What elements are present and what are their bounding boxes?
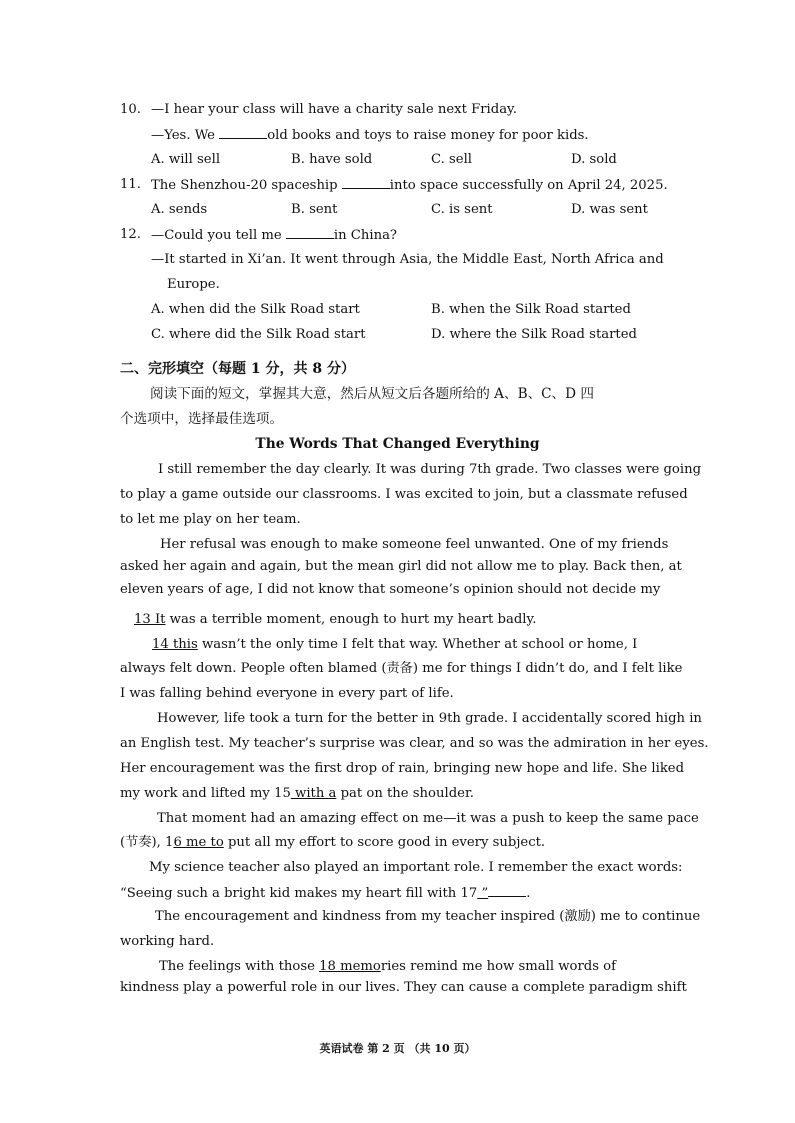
p7-line1: The encouragement and kindness from my teacher inspired (激励) me to continue (155, 909, 701, 924)
blank-14: 14 this (152, 637, 198, 652)
q11-number: 11. (120, 177, 141, 192)
p8-line2: kindness play a powerful role in our lives. They can cause a complete paradigm shift (120, 980, 687, 995)
q11-option-b: B. sent (291, 202, 338, 217)
section-instructions-2: 个选项中，选择最佳选项。 (120, 411, 284, 427)
q10-line1: —I hear your class will have a charity sale next Friday. (151, 102, 517, 117)
p2-line2: asked her again and again, but the mean girl did not allow me to play. Back then, at (120, 559, 682, 574)
blank-18-line: The feelings with those 18 memories remind me how small words of (159, 959, 617, 974)
p1-line3: to let me play on her team. (120, 512, 301, 527)
p6-line1: My science teacher also played an important role. I remember the exact words: (149, 860, 683, 875)
p7-line2: working hard. (120, 934, 215, 949)
blank-16-line: (节奏), 16 me to put all my effort to score good in every subject. (120, 835, 546, 850)
p5-line1: That moment had an amazing effect on me—it was a push to keep the same pace (157, 811, 699, 826)
q10-blank (219, 126, 267, 139)
q10-option-a: A. will sell (151, 152, 221, 167)
blank-17: ” (477, 886, 489, 901)
p4-line2: an English test. My teacher’s surprise was clear, and so was the admiration in her eyes. (120, 736, 709, 751)
q12-line2: —It started in Xi’an. It went through Asia, the Middle East, North Africa and (151, 252, 664, 267)
q12-option-d: D. where the Silk Road started (431, 327, 637, 342)
p3-line1: always felt down. People often blamed (责备) me for things I didn’t do, and I felt like (120, 661, 683, 676)
section-heading: 二、完形填空（每题 1 分，共 8 分） (120, 361, 355, 377)
q12-option-b: B. when the Silk Road started (431, 302, 631, 317)
q10-option-d: D. sold (571, 152, 617, 167)
q10-line2: —Yes. We old books and toys to raise money for poor kids. (151, 128, 589, 143)
p1-line1: I still remember the day clearly. It was during 7th grade. Two classes were going (158, 462, 702, 477)
p3-line2: I was falling behind everyone in every part of life. (120, 686, 454, 701)
q12-blank (286, 226, 334, 239)
blank-13-line: 13 It was a terrible moment, enough to hurt my heart badly. (120, 611, 536, 629)
p2-line1: Her refusal was enough to make someone feel unwanted. One of my friends (160, 537, 669, 552)
section-instructions-1: 阅读下面的短文，掌握其大意，然后从短文后各题所给的 A、B、C、D 四 (150, 386, 594, 402)
q12-line3: Europe. (167, 277, 220, 292)
p2-line3: eleven years of age, I did not know that someone’s opinion should not decide my (120, 582, 661, 597)
blank-13: 13 It (134, 612, 166, 627)
p4-line3: Her encouragement was the first drop of rain, bringing new hope and life. She liked (120, 761, 685, 776)
passage-title: The Words That Changed Everything (255, 436, 540, 452)
q11-option-d: D. was sent (571, 202, 648, 217)
blank-18: 18 memo (319, 959, 381, 974)
q11-option-a: A. sends (151, 202, 208, 217)
blank-14-line: 14 this wasn’t the only time I felt that way. Whether at school or home, I (152, 637, 638, 652)
p4-line1: However, life took a turn for the better in 9th grade. I accidentally scored high in (157, 711, 702, 726)
blank-15-line: my work and lifted my 15 with a pat on the shoulder. (120, 786, 474, 801)
q11-blank (342, 176, 390, 189)
p1-line2: to play a game outside our classrooms. I was excited to join, but a classmate refused (120, 487, 688, 502)
q12-number: 12. (120, 227, 141, 242)
blank-15: with a (290, 786, 337, 801)
page-footer: 英语试卷 第 2 页 （共 10 页） (319, 1042, 476, 1055)
q12-option-c: C. where did the Silk Road start (151, 327, 366, 342)
q11-line1: The Shenzhou-20 spaceship into space successfully on April 24, 2025. (151, 178, 668, 193)
q10-option-b: B. have sold (291, 152, 373, 167)
blank-17-line: “Seeing such a bright kid makes my heart fill with 17 ” . (120, 886, 531, 901)
q10-option-c: C. sell (431, 152, 473, 167)
q12-line1: —Could you tell me in China? (151, 228, 398, 243)
q10-number: 10. (120, 102, 141, 117)
blank-16: 6 me to (173, 835, 224, 850)
q12-option-a: A. when did the Silk Road start (151, 302, 360, 317)
q11-option-c: C. is sent (431, 202, 493, 217)
